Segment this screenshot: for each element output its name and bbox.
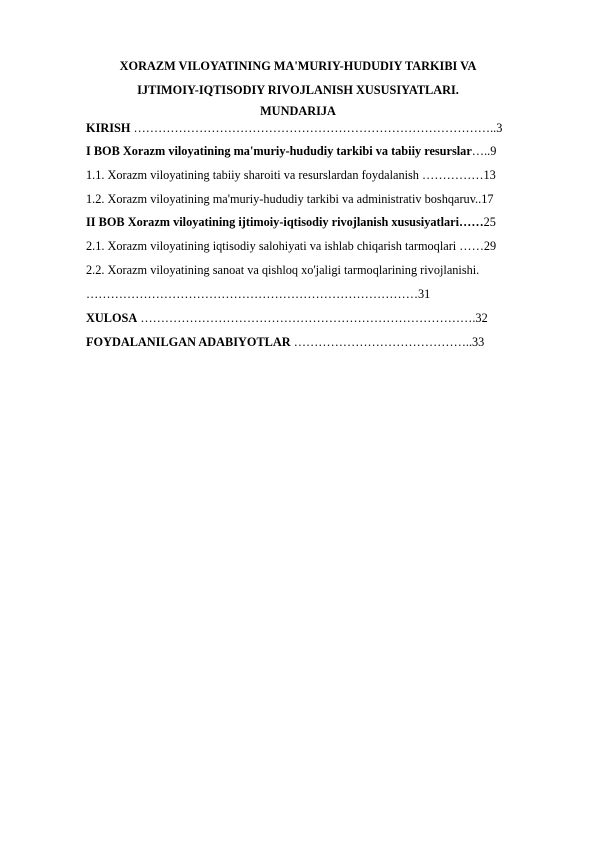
toc-leader: ….. bbox=[471, 144, 491, 158]
toc-entry-xulosa[interactable] bbox=[86, 310, 488, 326]
toc-page: 3 bbox=[496, 121, 503, 135]
title-line-1: XORAZM VILOYATINING MA'MURIY-HUDUDIY TARKIBI VA bbox=[119, 59, 477, 73]
toc-label: FOYDALANILGAN ADABIYOTLAR bbox=[86, 335, 291, 349]
toc-leader: …………………………………………………………………………….. bbox=[130, 121, 497, 135]
toc-leader: …………… bbox=[422, 168, 484, 182]
toc-entry-adabiyotlar[interactable] bbox=[86, 334, 484, 350]
toc-entry-1-2[interactable] bbox=[86, 191, 494, 207]
toc-leader: …………………………………….. bbox=[290, 335, 473, 349]
toc-page: 17 bbox=[481, 192, 494, 206]
toc-leader: ………………………………………………………………………. bbox=[137, 311, 476, 325]
toc-leader: .. bbox=[475, 192, 482, 206]
toc-entry-bob-1[interactable] bbox=[86, 143, 496, 159]
toc-page: 33 bbox=[472, 335, 485, 349]
toc-label: 1.1. Xorazm viloyatining tabiiy sharoiti va resurslardan foydalanish bbox=[86, 168, 423, 182]
toc-leader: …… bbox=[459, 239, 484, 253]
toc-leader: …… bbox=[459, 215, 484, 229]
toc-label: II BOB Xorazm viloyatining ijtimoiy-iqtisodiy rivojlanish xususiyatlari bbox=[86, 215, 460, 229]
toc-page: 31 bbox=[418, 287, 431, 301]
title-line-2: IJTIMOIY-IQTISODIY RIVOJLANISH XUSUSIYATLARI. bbox=[137, 83, 459, 97]
toc-leader: ……………………………………………………………………… bbox=[86, 287, 419, 301]
toc-page: 29 bbox=[483, 239, 497, 253]
toc-page: 25 bbox=[483, 215, 496, 229]
contents-heading: MUNDARIJA bbox=[260, 104, 336, 118]
toc-label: KIRISH bbox=[86, 121, 131, 135]
toc-label: I BOB Xorazm viloyatining ma'muriy-hududiy tarkibi va tabiiy resurslar bbox=[86, 144, 472, 158]
toc-page: 9 bbox=[490, 144, 497, 158]
toc-entry-bob-2[interactable] bbox=[86, 214, 496, 230]
toc-entry-2-2-continuation[interactable] bbox=[86, 286, 430, 302]
toc-entry-1-1[interactable] bbox=[86, 167, 496, 183]
toc-page: 32 bbox=[475, 311, 488, 325]
toc-page: 13 bbox=[483, 168, 496, 182]
toc-entry-kirish[interactable] bbox=[86, 120, 502, 136]
toc-label: 2.2. Xorazm viloyatining sanoat va qishloq xo'jaligi tarmoqlarining rivojlanishi. bbox=[86, 263, 480, 277]
toc-entry-2-2[interactable] bbox=[86, 262, 479, 278]
toc-label: XULOSA bbox=[86, 311, 138, 325]
document-title bbox=[60, 54, 536, 102]
toc-label: 2.1. Xorazm viloyatining iqtisodiy salohiyati va ishlab chiqarish tarmoqlari bbox=[86, 239, 460, 253]
toc-label: 1.2. Xorazm viloyatining ma'muriy-hududiy tarkibi va administrativ boshqaruv bbox=[86, 192, 476, 206]
toc-entry-2-1[interactable] bbox=[86, 238, 496, 254]
